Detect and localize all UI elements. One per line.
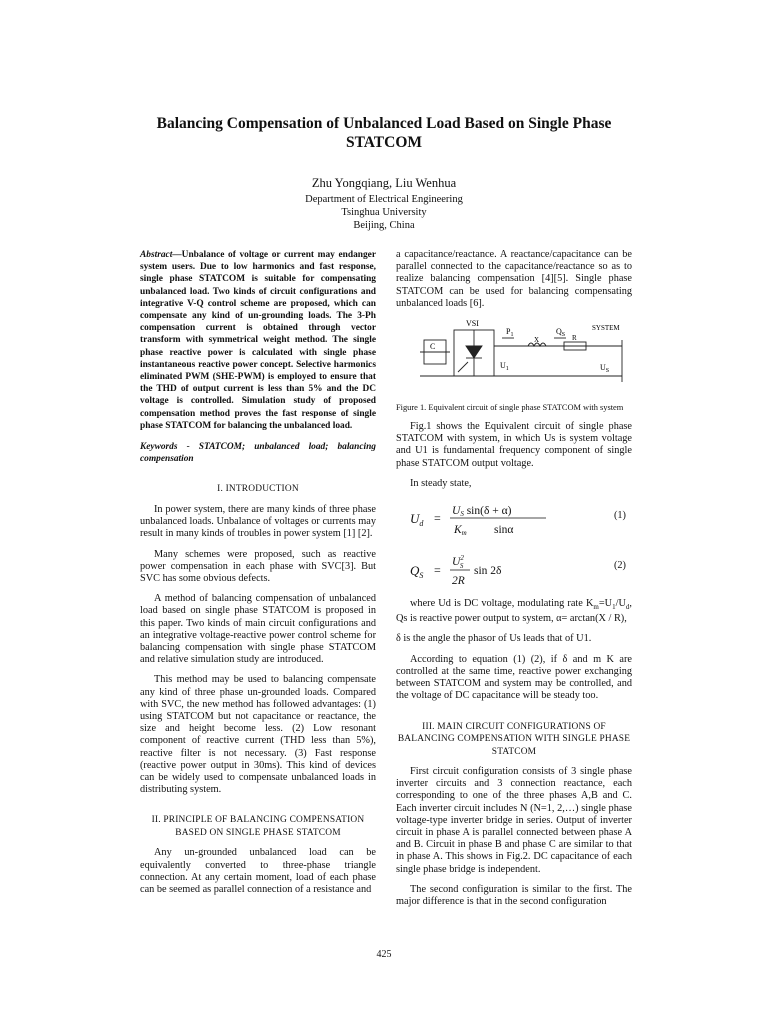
- intro-paragraph-2: Many schemes were proposed, such as reactive power compensation in each phase with SVC[3]. But SVC has some obvious defects.: [140, 548, 376, 584]
- figure-1: [396, 316, 632, 396]
- principle-paragraph-1: Any un-grounded unbalanced load can be equivalently converted to three-phase triangle connection. At any certain moment, load of each phase can be seemed as parallel connection of a resistance and: [140, 847, 376, 896]
- title-line-1: Balancing Compensation of Unbalanced Load Based on Single Phase: [156, 115, 612, 132]
- figure-1-caption: Figure 1. Equivalent circuit of single phase STATCOM with system: [396, 403, 624, 413]
- intro-paragraph-1: In power system, there are many kinds of three phase unbalanced loads. Unbalance of voltages or currents may result in many kinds of troubles in power system [1] [2].: [140, 503, 376, 540]
- intro-heading: I. INTRODUCTION: [217, 484, 299, 495]
- config-paragraph-1: First circuit configuration consists of 3 single phase inverter circuits and 3 connection reactance, each corresponding to one of the three phases A,B and C. Each inverter circuit includes N (N=1, 2,…) single phase voltage-type inverter bridge in series. Output of inverter circuit in phase A is parallel connected between phase A and B. Circuit in phase B and phase C are similar to that in phase A. This shows in Fig.2. DC capacitance of each single phase bridge is independent.: [396, 766, 632, 875]
- affiliation-city: Beijing, China: [353, 220, 415, 231]
- x-label: X: [534, 336, 540, 345]
- title-line-2: STATCOM: [345, 134, 423, 151]
- p1-label: $P_1$: [506, 327, 514, 339]
- keywords: Keywords - STATCOM; unbalanced load; balancing compensation: [140, 442, 376, 465]
- paper-title: [120, 114, 648, 152]
- delta-text: δ is the angle the phasor of Us leads that of U1.: [396, 633, 592, 645]
- equation-2-graphic: [396, 546, 596, 590]
- vsi-label: VSI: [466, 319, 479, 329]
- page-number: 425: [376, 949, 392, 960]
- affiliation: [200, 193, 568, 232]
- abstract-lead: Abstract: [140, 250, 173, 260]
- eq2-numerator: $U^2$ S: [452, 554, 464, 571]
- right-paragraph-2: Fig.1 shows the Equivalent circuit of single phase STATCOM with system, in which Us is system voltage and U1 is fundamental frequency component of single phase STATCOM output voltage.: [396, 421, 632, 469]
- capacitor-label: C: [430, 342, 436, 352]
- equation-1-graphic: [396, 496, 596, 540]
- left-column: [140, 249, 376, 896]
- right-paragraph-3: According to equation (1) (2), if δ and m K are controlled at the same time, reactive power exchanging between STATCOM and system may be controlled, and the voltage of DC capacitance will be steady too.: [396, 653, 632, 702]
- system-label: SYSTEM: [592, 324, 620, 333]
- right-column: [396, 249, 632, 908]
- eq1-numerator: US sin(δ + α): [452, 505, 512, 519]
- authors: Zhu Yongqiang, Liu Wenhua: [311, 176, 457, 190]
- equation-2: [396, 546, 632, 590]
- equation-1: [396, 496, 632, 540]
- affiliation-university: Tsinghua University: [341, 207, 427, 218]
- eq1-lhs: $U_d$: [410, 511, 424, 529]
- equation-1-number: (1): [613, 510, 626, 522]
- u1-label: $U_1$: [500, 361, 509, 373]
- where-text: where Ud is DC voltage, modulating rate $K_m=U_1/U_d$, Qs is reactive power output to system, α= arctan(X / R),: [396, 598, 632, 625]
- eq2-denominator: 2R: [452, 575, 465, 588]
- eq1-denominator-k: Km: [454, 524, 467, 538]
- us-label: $U_S$: [600, 363, 610, 375]
- abstract: [140, 249, 376, 432]
- intro-paragraph-4: This method may be used to balancing compensate any kind of three phase un-grounded loads. Compared with SVC, the new method has followed advantages: (1) using STATCOM but not capacitance or reactance, the size and height become less. (2) Low resonant component of reactive current (THD less than 5%), reactive filter is not necessary. (3) Fast response (reactive power output in 30ms). This kind of devices can be widely used to compensate unbalanced loads in distributing system.: [140, 674, 376, 796]
- principle-heading: II. PRINCIPLE OF BALANCING COMPENSATION BASED ON SINGLE PHASE STATCOM: [151, 815, 365, 838]
- affiliation-dept: Department of Electrical Engineering: [305, 194, 463, 205]
- svg-text:=: =: [434, 511, 441, 526]
- eq2-sin: sin 2δ: [474, 565, 502, 578]
- equivalent-circuit-diagram: [396, 316, 632, 396]
- abstract-text: —Unbalance of voltage or current may endanger system users. Due to low harmonics and fast response, single phase STATCOM is suitable for compensating unbalanced load. Two kinds of circuit configurations and integrative V-Q control scheme are proposed, which can compensate any kind of un-grounding loads. The 3-Ph compensation current is obtained through vector transform with symmetrical weight method. The single phase reactive power is calculated with single phase instantaneous reactive power concept. Selective harmonics eliminated PWM (SHE-PWM) is employed to ensure that the THD of output current is less than 5% and the DC voltage is controlled. Simulation study of proposed compensation method proves the fast response of single phase STATCOM for balancing the unbalanced load.: [140, 250, 376, 431]
- svg-text:=: =: [434, 563, 441, 578]
- config-heading: III. MAIN CIRCUIT CONFIGURATIONS OF BALANCING COMPENSATION WITH SINGLE PHASE STATCOM: [397, 721, 631, 757]
- config-paragraph-2: The second configuration is similar to the first. The major difference is that in the second configuration: [396, 883, 632, 908]
- eq1-denominator-sin: sinα: [494, 524, 514, 537]
- steady-state-text: In steady state,: [410, 477, 472, 489]
- equation-2-number: (2): [613, 560, 626, 572]
- right-paragraph-1: a capacitance/reactance. A reactance/capacitance can be parallel connected to the capacitance/reactance so as to realize balancing compensation [4][5]. Single phase STATCOM can be used for balancing compensating unbalanced loads [6].: [396, 249, 632, 309]
- qs-label: $Q_S$: [556, 327, 566, 339]
- intro-paragraph-3: A method of balancing compensation of unbalanced load based on single phase STATCOM is proposed in this paper. Two kinds of main circuit configurations and an integrative voltage-reactive power control scheme for balancing compensation with single phase STATCOM and relative simulation study are introduced.: [140, 593, 376, 666]
- eq2-lhs: $Q_S$: [410, 563, 424, 581]
- r-label: R: [572, 334, 577, 343]
